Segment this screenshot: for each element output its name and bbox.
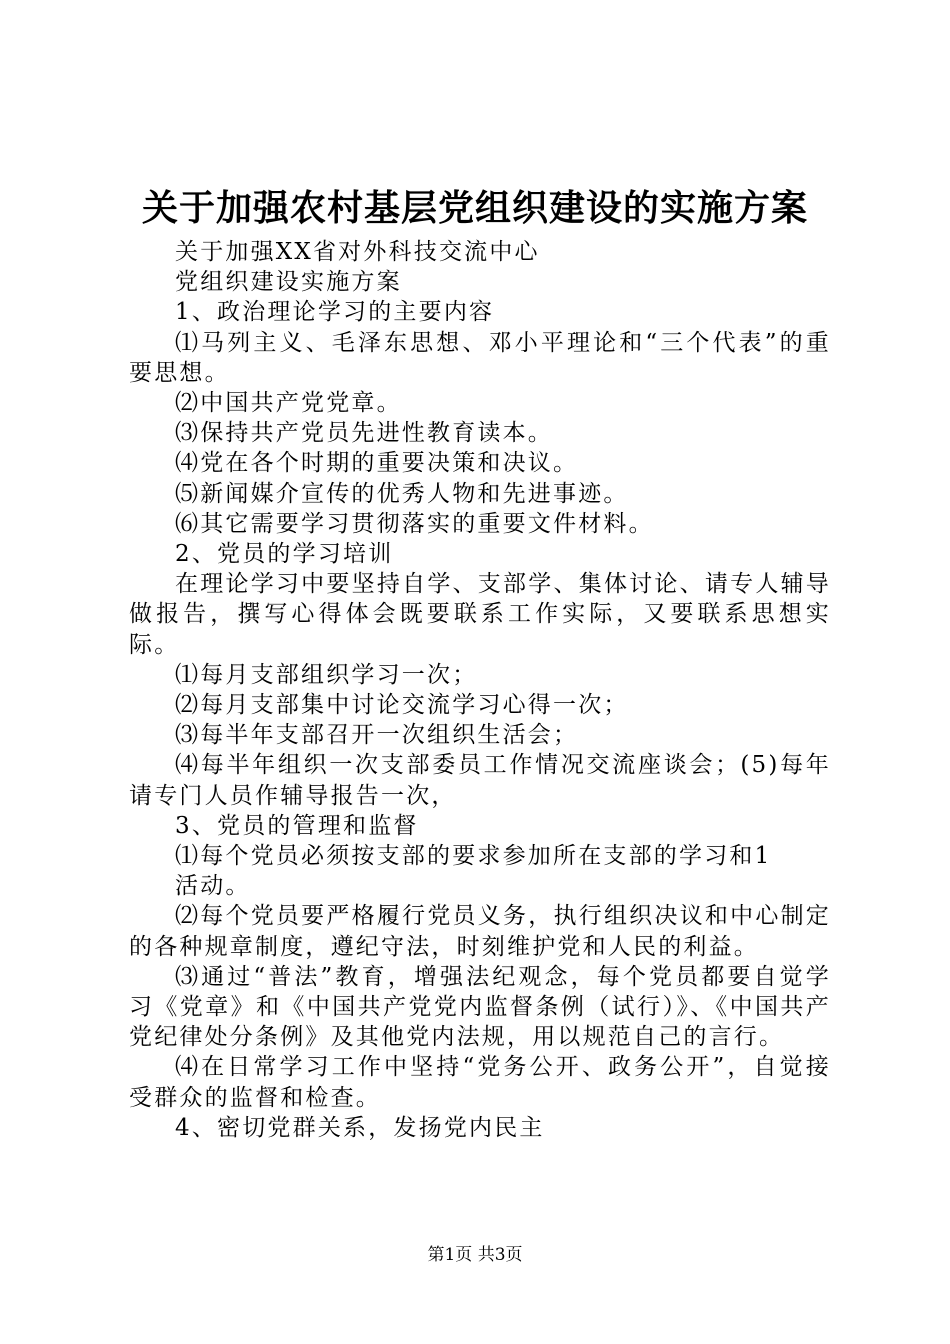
list-item: ⑶每半年支部召开一次组织生活会； — [175, 722, 579, 749]
section-heading: 3、党员的管理和监督 — [175, 812, 419, 839]
section-heading: 1、政治理论学习的主要内容 — [175, 299, 495, 326]
section-heading: 2、党员的学习培训 — [175, 541, 394, 568]
list-item-continuation: 活动。 — [175, 873, 251, 900]
list-item: ⑸新闻媒介宣传的优秀人物和先进事迹。 — [175, 480, 629, 507]
list-item: ⑶通过“普法”教育，增强法纪观念，每个党员都要自觉学习《党章》和《中国共产党党内监督条例（试行）》、《中国共产党纪律处分条例》及其他党内法规，用以规范自己的言行。 — [129, 963, 831, 1051]
list-item: ⑵每月支部集中讨论交流学习心得一次； — [175, 692, 629, 719]
list-item: ⑷党在各个时期的重要决策和决议。 — [175, 450, 579, 477]
list-item: ⑷每半年组织一次支部委员工作情况交流座谈会；(5)每年请专门人员作辅导报告一次， — [129, 752, 831, 809]
document-title: 关于加强农村基层党组织建设的实施方案 — [141, 187, 808, 229]
list-item: ⑹其它需要学习贯彻落实的重要文件材料。 — [175, 510, 654, 537]
list-item: ⑵中国共产党党章。 — [175, 390, 402, 417]
page-footer: 第1页 共3页 — [427, 1245, 523, 1265]
list-item: ⑴每月支部组织学习一次； — [175, 661, 478, 688]
list-item: ⑶保持共产党员先进性教育读本。 — [175, 420, 553, 447]
paragraph: 党组织建设实施方案 — [175, 269, 402, 296]
document-body — [129, 237, 831, 1143]
list-item: ⑴马列主义、毛泽东思想、邓小平理论和“三个代表”的重要思想。 — [129, 329, 831, 386]
list-item: ⑴每个党员必须按支部的要求参加所在支部的学习和1 — [175, 843, 772, 870]
paragraph: 在理论学习中要坚持自学、支部学、集体讨论、请专人辅导做报告，撰写心得体会既要联系工作实际，又要联系思想实际。 — [129, 571, 831, 658]
section-heading: 4、密切党群关系，发扬党内民主 — [175, 1114, 545, 1141]
list-item: ⑵每个党员要严格履行党员义务，执行组织决议和中心制定的各种规章制度，遵纪守法，时刻维护党和人民的利益。 — [129, 903, 831, 960]
paragraph: 关于加强XX省对外科技交流中心 — [175, 239, 540, 265]
list-item: ⑷在日常学习工作中坚持“党务公开、政务公开”，自觉接受群众的监督和检查。 — [129, 1054, 831, 1111]
